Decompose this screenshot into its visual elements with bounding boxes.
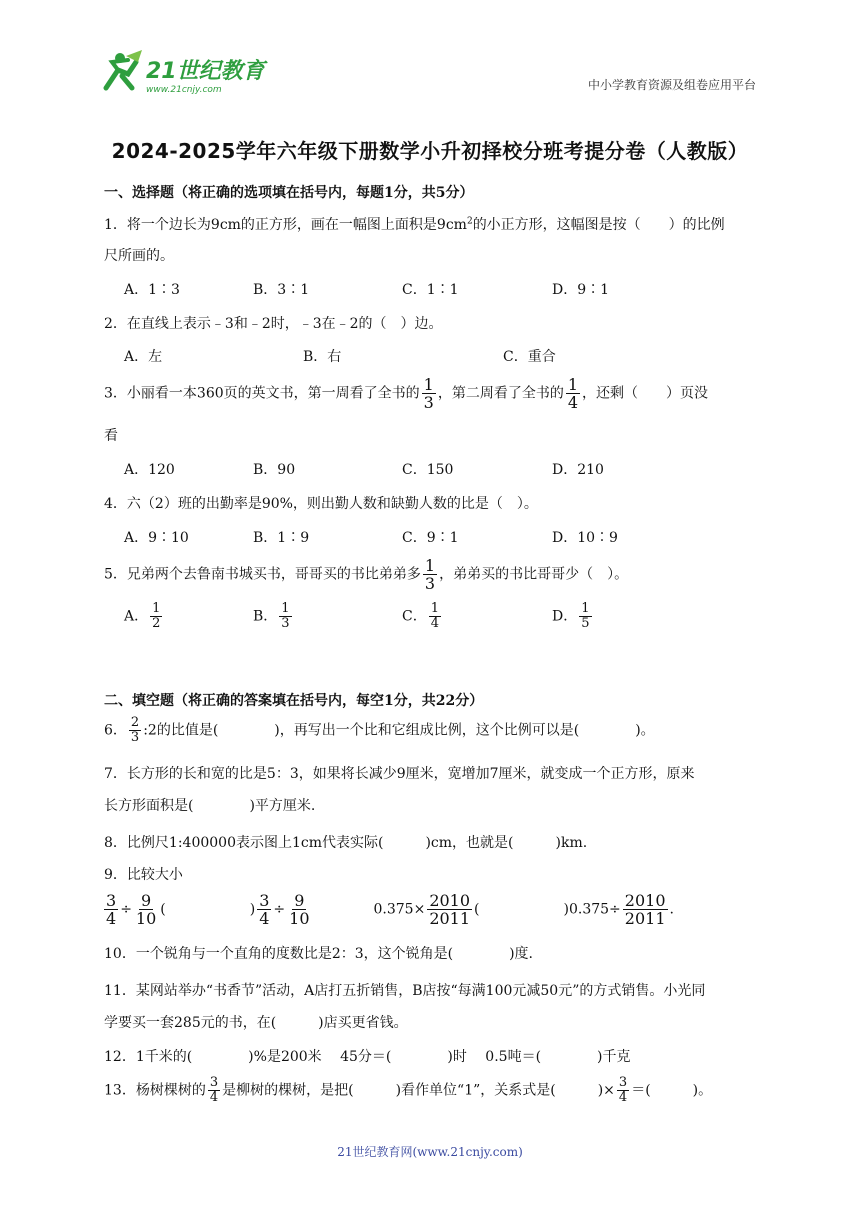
q12-text: 12．1千米的( )%是200米 45分＝( )时 0.5吨＝( )千克 bbox=[104, 1049, 631, 1065]
q1-option-c[interactable]: C．1∶1 bbox=[402, 282, 459, 298]
q3-line1: 3．小丽看一本360页的英文书，第一周看了全书的 $\frac{1}{3}$ ，第二周看了全书的 $\frac{1}{4}$ ，还剩（ ）页没 bbox=[104, 375, 709, 412]
section2-heading: 二、填空题（将正确的答案填在括号内，每空1分，共22分） bbox=[104, 693, 484, 709]
footer-link[interactable]: 21世纪教育网(www.21cnjy.com) bbox=[337, 1145, 523, 1159]
q2-option-b[interactable]: B．右 bbox=[303, 349, 342, 365]
q2-option-a[interactable]: A．左 bbox=[124, 349, 163, 365]
q5-option-a[interactable]: A． $\frac{1}{2}$ bbox=[124, 601, 161, 631]
q2-option-c[interactable]: C．重合 bbox=[503, 349, 556, 365]
q4-option-a[interactable]: A．9∶10 bbox=[124, 530, 189, 546]
q7-line1: 7．长方形的长和宽的比是5：3，如果将长减少9厘米，宽增加7厘米，就变成一个正方形，原来 bbox=[104, 766, 695, 782]
q1-option-d[interactable]: D．9∶1 bbox=[552, 282, 610, 298]
q3-line2: 看 bbox=[104, 428, 118, 444]
q1-line2: 尺所画的。 bbox=[104, 248, 174, 264]
q5-fraction: $\frac{1}{3}$ bbox=[424, 556, 436, 593]
platform-text: 中小学教育资源及组卷应用平台 bbox=[587, 78, 756, 92]
q13-text: 13．杨树棵树的 $\frac{3}{4}$ 是柳树的棵树，是把( )看作单位“1”，关系式是( )× $\frac{3}{4}$ ＝( )。 bbox=[104, 1075, 713, 1105]
q11-line2: 学要买一套285元的书，在( )店买更省钱。 bbox=[104, 1015, 408, 1031]
q4-option-d[interactable]: D．10∶9 bbox=[552, 530, 618, 546]
q1-line1: 1．将一个边长为9cm的正方形，画在一幅图上面积是$9cm^2$的小正方形，这幅图是按（ ）的比例 bbox=[104, 216, 725, 233]
q9-blank-2[interactable]: ( ) bbox=[474, 901, 569, 918]
q3-option-d[interactable]: D．210 bbox=[552, 462, 604, 478]
q9-label: 9．比较大小 bbox=[104, 867, 183, 883]
q5-option-b[interactable]: B． $\frac{1}{3}$ bbox=[253, 601, 290, 631]
q3-option-a[interactable]: A．120 bbox=[124, 462, 175, 478]
q5-option-d[interactable]: D． $\frac{1}{5}$ bbox=[552, 601, 590, 631]
q1-option-a[interactable]: A．1∶3 bbox=[124, 282, 180, 298]
q13-fraction-2: $\frac{3}{4}$ bbox=[618, 1075, 628, 1105]
q3-fraction-1: $\frac{1}{3}$ bbox=[423, 375, 434, 412]
q13-fraction-1: $\frac{3}{4}$ bbox=[209, 1075, 219, 1105]
site-logo bbox=[98, 48, 268, 96]
q4-text: 4．六（2）班的出勤率是90%，则出勤人数和缺勤人数的比是（ ）。 bbox=[104, 496, 538, 512]
q2-text: 2．在直线上表示﹣3和﹣2时，﹣3在﹣2的（ ）边。 bbox=[104, 316, 443, 332]
section1-heading: 一、选择题（将正确的选项填在括号内，每题1分，共5分） bbox=[104, 185, 474, 201]
q9-blank-1[interactable]: ( ) bbox=[160, 901, 256, 918]
q5-option-c[interactable]: C． $\frac{1}{4}$ bbox=[402, 601, 439, 631]
q5-text: 5．兄弟两个去鲁南书城买书，哥哥买的书比弟弟多 $\frac{1}{3}$ ，弟弟买的书比哥哥少（ ）。 bbox=[104, 556, 629, 593]
q3-option-b[interactable]: B．90 bbox=[253, 462, 296, 478]
q11-line1: 11．某网站举办“书香节”活动，A店打五折销售，B店按“每满100元减50元”的方式销售。小光同 bbox=[104, 983, 706, 999]
q4-option-c[interactable]: C．9∶1 bbox=[402, 530, 459, 546]
q7-line2: 长方形面积是( )平方厘米. bbox=[104, 798, 316, 814]
q6-fraction: $\frac{2}{3}$ bbox=[130, 715, 140, 745]
q8-text: 8．比例尺1:400000表示图上1cm代表实际( )cm，也就是( )km. bbox=[104, 835, 588, 851]
svg-text:21世纪教育: 21世纪教育 bbox=[146, 59, 265, 84]
q3-fraction-2: $\frac{1}{4}$ bbox=[567, 375, 579, 412]
q10-text: 10．一个锐角与一个直角的度数比是2：3，这个锐角是( )度. bbox=[104, 946, 534, 962]
q4-option-b[interactable]: B．1∶9 bbox=[253, 530, 310, 546]
svg-text:www.21cnjy.com: www.21cnjy.com bbox=[146, 85, 222, 95]
q3-option-c[interactable]: C．150 bbox=[402, 462, 454, 478]
q6-text: 6． $\frac{2}{3}$ :2的比值是( )，再写出一个比和它组成比例，这个比例可以是( )。 bbox=[104, 715, 655, 745]
page-title: 2024-2025学年六年级下册数学小升初择校分班考提分卷（人教版） bbox=[111, 139, 749, 163]
q9-expressions: $\frac{3}{4}$ ÷ $\frac{9}{10}$ ( ) $\frac{3}{4}$ ÷ $\frac{9}{10}$ 0.375× $\frac{2010}{2011}$ ( )0.375÷ $\frac{2010}{2011}$ . bbox=[106, 891, 674, 928]
q1-option-b[interactable]: B．3∶1 bbox=[253, 282, 310, 298]
